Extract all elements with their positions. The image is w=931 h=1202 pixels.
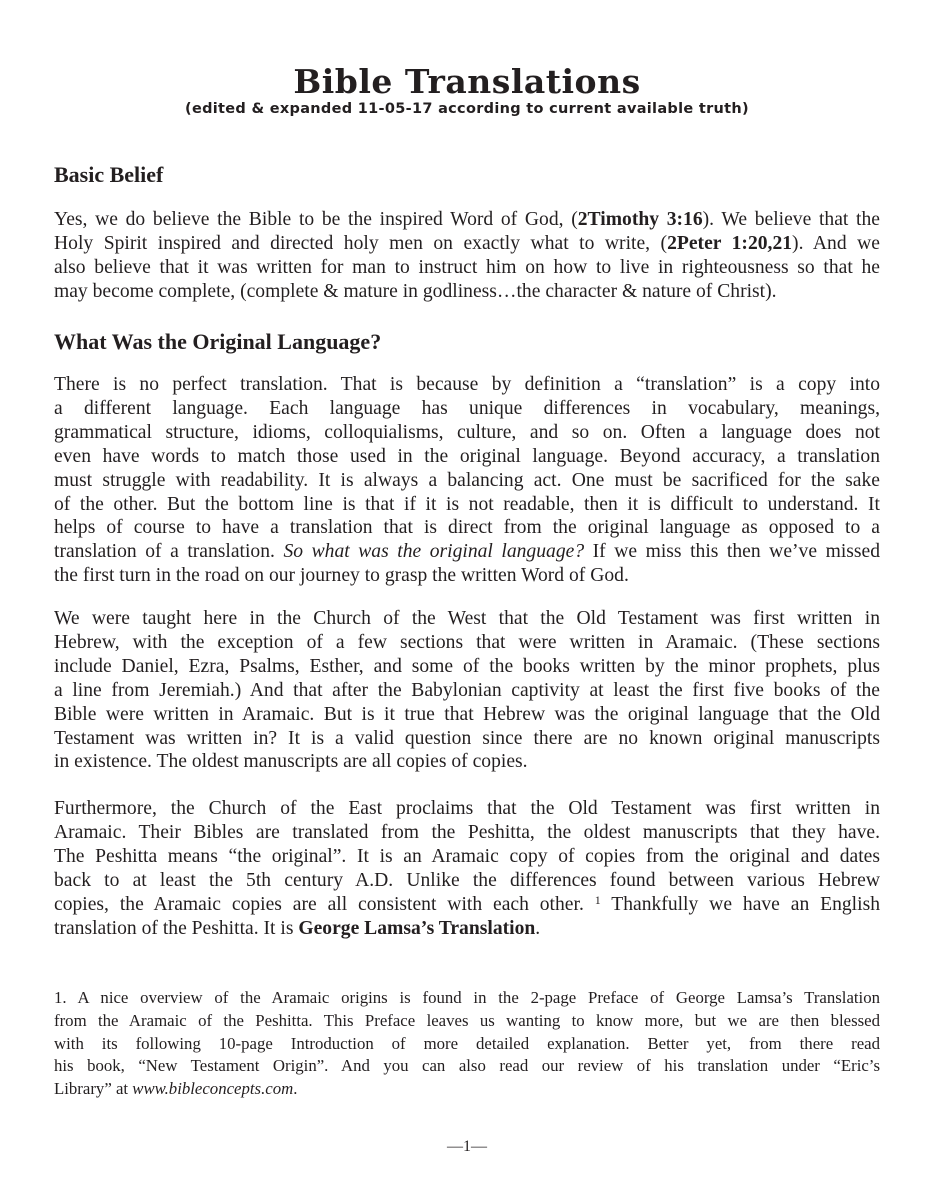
title-block [54,62,880,118]
text-run: a different language. Each language has unique differences in vocabulary, meanings, [54,397,880,419]
text-line [54,1010,880,1033]
bold-text: George Lamsa’s Translation [298,917,536,939]
text-run: back to at least the 5th century A.D. Unlike the differences found between various Hebrew [54,869,880,891]
text-line [54,797,880,821]
text-run: the first turn in the road on our journey to grasp the written Word of God. [54,565,629,587]
text-line [54,1055,880,1078]
footnote-ref: 1 [594,892,601,907]
text-line [54,655,880,679]
paragraph-church-of-the-east [54,797,880,940]
text-run: with its following 10-page Introduction of more detailed explanation. Better yet, from there read [54,1033,880,1053]
text-line [54,679,880,703]
text-run: a line from Jeremiah.) And that after the Babylonian captivity at least the first five books of the [54,679,880,701]
page-number: —1— [447,1138,487,1155]
text-line [54,208,880,232]
text-run: We were taught here in the Church of the West that the Old Testament was first written in [54,608,880,629]
text-line [54,750,880,774]
section-heading-original-language: What Was the Original Language? [54,329,382,354]
document-title: Bible Translations [293,62,641,101]
text-run: from the Aramaic of the Peshitta. This Preface leaves us wanting to know more, but we are then blessed [54,1010,880,1030]
text-line [54,607,880,631]
italic-text: www.bibleconcepts.com [132,1079,294,1099]
text-line [54,280,880,304]
paragraph-no-perfect-translation [54,373,880,588]
text-line [54,256,880,280]
text-line [54,397,880,421]
text-line [54,727,880,751]
text-line [54,564,880,588]
text-run: may become complete, (complete & mature in godliness…the character & nature of Christ). [54,280,777,302]
text-run: Bible were written in Aramaic. But is it true that Hebrew was the original language that the Old [54,703,880,725]
paragraph-basic-belief [54,208,880,304]
text-run: grammatical structure, idioms, colloquialisms, culture, and so on. Often a language does not [54,421,880,443]
text-run: copies, the Aramaic copies are all consistent with each other. [54,893,595,915]
text-run: . [535,917,541,939]
text-run: Aramaic. Their Bibles are translated from the Peshitta, the oldest manuscripts that they have. [54,821,880,843]
text-run: helps of course to have a translation that is direct from the original language as opposed to a [54,517,880,539]
text-line [54,1033,880,1056]
italic-text: So what was the original language? [283,541,585,563]
text-line [54,469,880,493]
text-line [54,987,880,1010]
text-run: translation of a translation. [54,541,284,563]
text-run: The Peshitta means “the original”. It is an Aramaic copy of copies from the original and dates [54,845,880,867]
text-line [54,373,880,397]
text-line [54,821,880,845]
text-line [54,232,880,256]
text-run: Holy Spirit inspired and directed holy men on exactly what to write, ( [54,232,668,254]
text-run: must struggle with readability. It is always a balancing act. One must be sacrificed for the sake [54,469,880,491]
text-line [54,493,880,517]
text-run: Testament was written in? It is a valid question since there are no known original manuscripts [54,727,880,749]
text-line [54,893,880,917]
text-run: include Daniel, Ezra, Psalms, Esther, and some of the books written by the minor prophets, plus [54,655,880,677]
text-line [54,869,880,893]
text-run: in existence. The oldest manuscripts are all copies of copies. [54,751,528,773]
text-line [54,845,880,869]
text-line [54,421,880,445]
text-run: If we miss this then we’ve missed [584,541,881,563]
text-run: his book, “New Testament Origin”. And you can also read our review of his translation under “Eric’s [54,1056,880,1076]
text-line [54,540,880,564]
text-run: Hebrew, with the exception of a few sections that were written in Aramaic. (These sections [54,631,880,653]
text-line [54,703,880,727]
text-run: . [293,1079,298,1099]
footnote-1 [54,987,880,1101]
text-run: Furthermore, the Church of the East proclaims that the Old Testament was first written in [54,798,880,819]
paragraph-church-of-the-west [54,607,880,774]
text-run: 1. A nice overview of the Aramaic origins is found in the 2-page Preface of George Lamsa’s Translation [54,988,880,1007]
text-run: even have words to match those used in the original language. Beyond accuracy, a translation [54,445,880,467]
document-subtitle: (edited & expanded 11-05-17 according to current available truth) [185,101,749,117]
text-run: of the other. But the bottom line is that if it is not readable, then it is difficult to understand. It [54,493,880,515]
text-run: Library” at [54,1079,133,1099]
text-run: ). We believe that the [702,209,880,230]
text-run: There is no perfect translation. That is because by definition a “translation” is a copy into [54,374,880,395]
text-run: translation of the Peshitta. It is [54,917,299,939]
text-line [54,445,880,469]
text-run: Thankfully we have an English [600,893,880,915]
text-line [54,631,880,655]
section-heading-basic-belief: Basic Belief [54,162,164,187]
text-run: Yes, we do believe the Bible to be the inspired Word of God, ( [54,209,578,230]
bold-text: 2Peter 1:20,21 [667,232,793,254]
text-line [54,516,880,540]
text-run: also believe that it was written for man to instruct him on how to live in righteousness so that he [54,256,880,278]
text-line [54,917,880,941]
text-run: ). And we [792,232,880,254]
bold-text: 2Timothy 3:16 [577,209,703,230]
text-line [54,1078,880,1101]
